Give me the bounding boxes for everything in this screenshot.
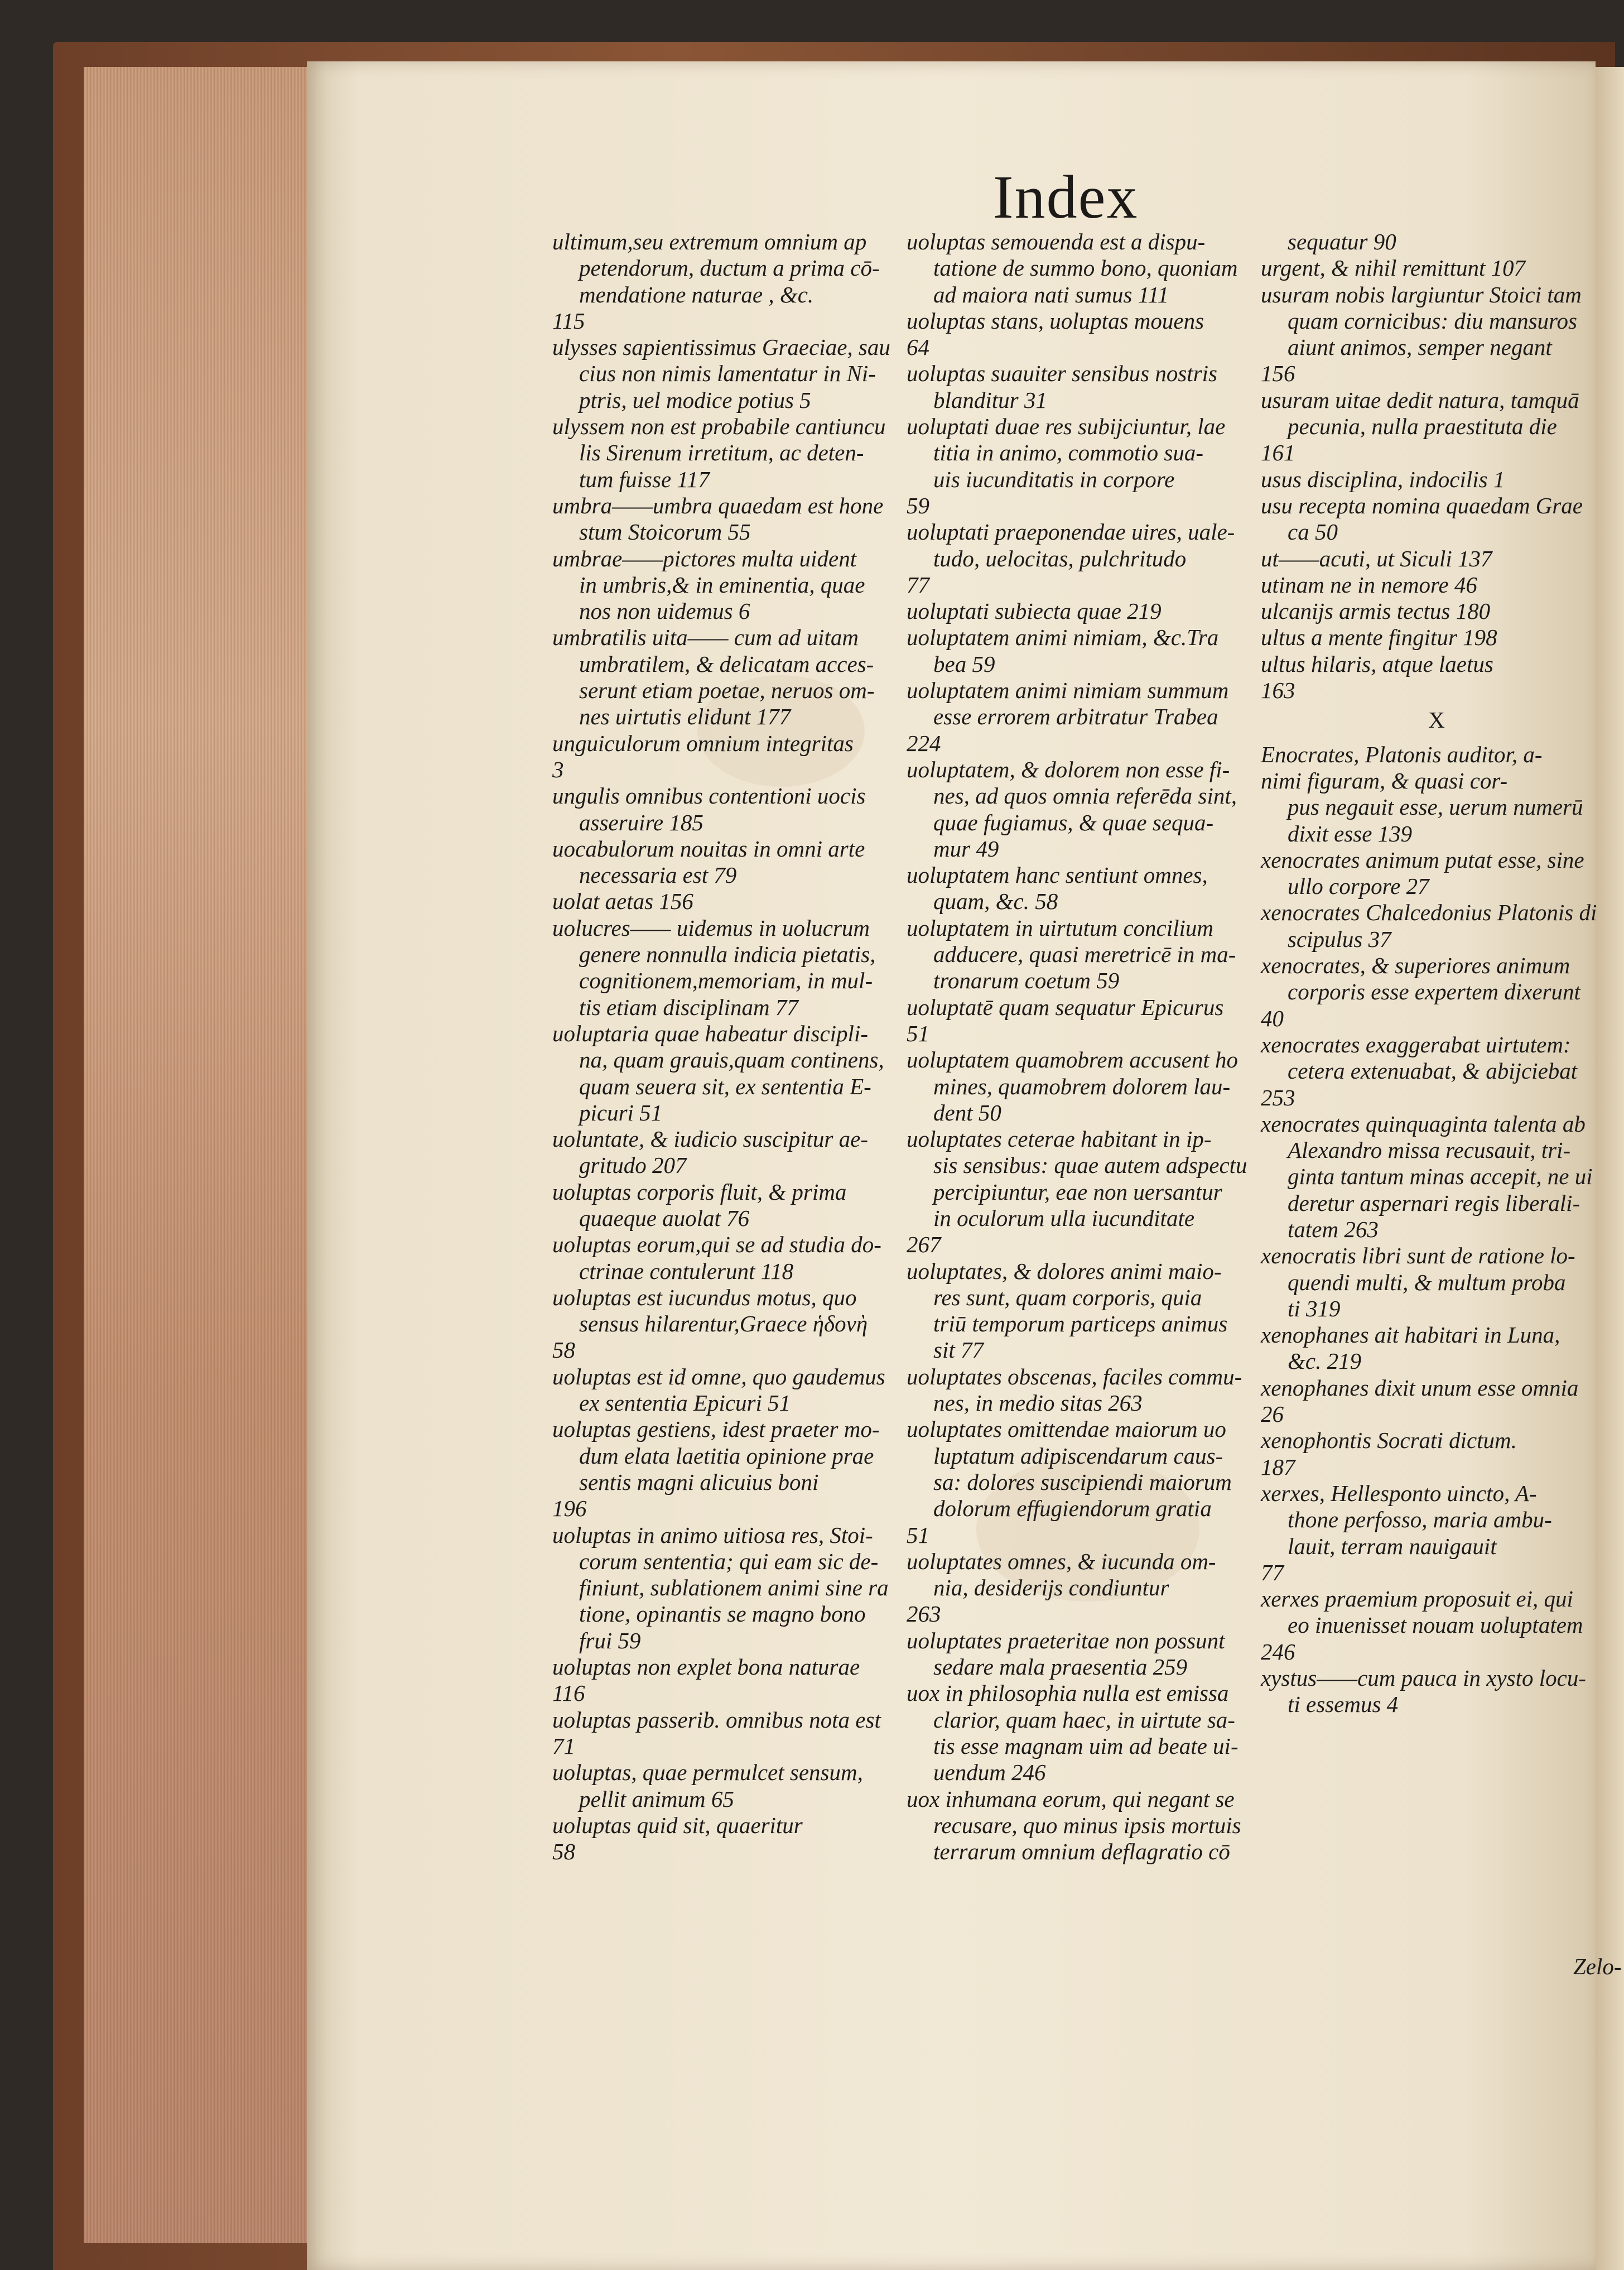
index-entry-line: tatem 263 xyxy=(1288,1216,1379,1242)
index-entry-line: quaeque auolat 76 xyxy=(579,1205,750,1231)
index-entry-line: uoluptas corporis fluit, & prima xyxy=(552,1179,847,1205)
index-entry-line: 51 xyxy=(907,1020,929,1046)
index-entry-line: usu recepta nomina quaedam Grae xyxy=(1261,492,1583,518)
index-entry-line: 58 xyxy=(552,1839,575,1865)
index-entry-line: dum elata laetitia opinione prae xyxy=(579,1442,874,1469)
index-entry-line: uoluntate, & iudicio suscipitur ae- xyxy=(552,1126,868,1152)
index-entry-line: dolorum effugiendorum gratia xyxy=(933,1495,1212,1522)
index-entry-line: xenocrates exaggerabat uirtutem: xyxy=(1261,1031,1571,1057)
index-entry-line: xenophontis Socrati dictum. xyxy=(1261,1427,1517,1454)
index-entry-line: usus disciplina, indocilis 1 xyxy=(1261,466,1505,492)
index-entry-line: 156 xyxy=(1261,360,1295,387)
index-entry-line: ullo corpore 27 xyxy=(1288,873,1429,900)
index-entry-line: gritudo 207 xyxy=(579,1152,687,1179)
index-entry-line: 163 xyxy=(1261,677,1295,704)
index-entry-line: uoluptaria quae habeatur discipli- xyxy=(552,1020,868,1046)
index-entry-line: umbratilis uita—— cum ad uitam xyxy=(552,624,859,651)
index-entry-line: sequatur 90 xyxy=(1288,229,1396,254)
index-entry-line: ulcanijs armis tectus 180 xyxy=(1261,598,1491,624)
index-entry-line: uoluptas est id omne, quo gaudemus xyxy=(552,1363,885,1389)
index-entry-line: xenophanes dixit unum esse omnia xyxy=(1261,1374,1579,1401)
index-entry-line: sentis magni alicuius boni xyxy=(579,1469,819,1495)
index-entry-line: corum sententia; qui eam sic de- xyxy=(579,1548,879,1574)
index-entry-line: ungulis omnibus contentioni uocis xyxy=(552,783,866,809)
index-entry-line: nes uirtutis elidunt 177 xyxy=(579,704,791,730)
index-entry-line: uoluptatem hanc sentiunt omnes, xyxy=(907,862,1208,888)
index-entry-line: ca 50 xyxy=(1288,519,1338,545)
index-entry-line: in oculorum ulla iucunditate xyxy=(933,1205,1195,1231)
index-entry-line: tudo, uelocitas, pulchritudo xyxy=(933,545,1187,571)
index-entry-line: lauit, terram nauigauit xyxy=(1288,1533,1497,1559)
index-entry-line: corporis esse expertem dixerunt xyxy=(1288,979,1580,1005)
index-entry-line: thone perfosso, maria ambu- xyxy=(1288,1507,1552,1533)
index-entry-line: adducere, quasi meretricē in ma- xyxy=(933,941,1236,968)
index-entry-line: finiunt, sublationem animi sine ra xyxy=(579,1575,889,1601)
index-entry-line: 77 xyxy=(1261,1559,1284,1585)
index-entry-line: quam seuera sit, ex sententia E- xyxy=(579,1073,871,1099)
index-entry-line: ti 319 xyxy=(1288,1295,1341,1321)
index-entry-line: ultimum,seu extremum omnium ap xyxy=(552,229,867,254)
index-entry-line: ut——acuti, ut Siculi 137 xyxy=(1261,545,1492,571)
index-entry-line: pellit animum 65 xyxy=(579,1786,734,1812)
index-entry-line: pus negauit esse, uerum numerū xyxy=(1288,794,1583,820)
index-entry-line: unguiculorum omnium integritas xyxy=(552,730,854,756)
index-entry-line: clarior, quam haec, in uirtute sa- xyxy=(933,1706,1235,1733)
index-entry-line: xenocratis libri sunt de ratione lo- xyxy=(1261,1243,1575,1269)
index-entry-line: cetera extenuabat, & abijciebat xyxy=(1288,1058,1578,1084)
index-entry-line: ulysses sapientissimus Graeciae, sau xyxy=(552,334,890,360)
index-entry-line: ctrinae contulerunt 118 xyxy=(579,1258,794,1284)
index-entry-line: 3 xyxy=(552,756,564,782)
index-entry-line: umbratilem, & delicatam acces- xyxy=(579,651,874,677)
index-entry-line: uoluptatem, & dolorem non esse fi- xyxy=(907,756,1230,782)
index-entry-line: 58 xyxy=(552,1337,575,1363)
index-entry-line: stum Stoicorum 55 xyxy=(579,519,751,545)
index-entry-line: uoluptati duae res subijciuntur, lae xyxy=(907,413,1226,440)
index-entry-line: sit 77 xyxy=(933,1337,984,1363)
index-entry-line: xenocrates animum putat esse, sine xyxy=(1261,847,1584,873)
index-entry-line: 71 xyxy=(552,1733,575,1759)
index-entry-line: xenophanes ait habitari in Luna, xyxy=(1261,1322,1560,1348)
index-entry-line: xystus——cum pauca in xysto locu- xyxy=(1261,1665,1586,1691)
index-entry-line: ginta tantum minas accepit, ne ui xyxy=(1288,1163,1593,1190)
index-entry-line: xenocrates Chalcedonius Platonis di xyxy=(1261,900,1597,926)
index-entry-line: uoluptas semouenda est a dispu- xyxy=(907,229,1206,254)
index-entry-line: asseruire 185 xyxy=(579,809,703,835)
index-entry-line: sa: dolores suscipiendi maiorum xyxy=(933,1469,1232,1495)
index-entry-line: luptatum adipiscendarum caus- xyxy=(933,1442,1223,1469)
index-entry-line: tatione de summo bono, quoniam xyxy=(933,255,1238,281)
index-entry-line: tum fuisse 117 xyxy=(579,466,710,492)
index-entry-line: xenocrates, & superiores animum xyxy=(1261,953,1570,979)
index-entry-line: &c. 219 xyxy=(1288,1348,1362,1374)
index-entry-line: tis etiam disciplinam 77 xyxy=(579,994,798,1020)
index-entry-line: uoluptas stans, uoluptas mouens xyxy=(907,307,1204,334)
index-entry-line: uoluptatē quam sequatur Epicurus xyxy=(907,994,1224,1020)
index-entry-line: uox in philosophia nulla est emissa xyxy=(907,1680,1229,1706)
index-entry-line: utinam ne in nemore 46 xyxy=(1261,571,1477,598)
index-entry-line: nes, in medio sitas 263 xyxy=(933,1390,1143,1416)
index-entry-line: uoluptas eorum,qui se ad studia do- xyxy=(552,1232,881,1258)
index-entry-line: blanditur 31 xyxy=(933,387,1047,413)
index-entry-line: tronarum coetum 59 xyxy=(933,968,1120,994)
index-entry-line: quae fugiamus, & quae sequa- xyxy=(933,809,1214,835)
index-entry-line: frui 59 xyxy=(579,1627,641,1653)
index-entry-line: picuri 51 xyxy=(579,1099,663,1126)
index-entry-line: cius non nimis lamentatur in Ni- xyxy=(579,360,876,387)
index-entry-line: quendi multi, & multum proba xyxy=(1288,1269,1566,1295)
index-entry-line: 40 xyxy=(1261,1005,1284,1031)
page-fore-edge xyxy=(84,67,310,2243)
index-entry-line: xerxes praemium proposuit ei, qui xyxy=(1261,1586,1573,1612)
index-entry-line: uoluptas in animo uitiosa res, Stoi- xyxy=(552,1522,873,1548)
index-entry-line: ultus hilaris, atque laetus xyxy=(1261,651,1493,677)
index-entry-line: uoluptates omittendae maiorum uo xyxy=(907,1416,1226,1442)
index-column-3 xyxy=(1261,229,1612,1718)
index-entry-line: scipulus 37 xyxy=(1288,926,1391,952)
index-entry-line: lis Sirenum irretitum, ac deten- xyxy=(579,440,864,466)
index-entry-line: uocabulorum nouitas in omni arte xyxy=(552,835,865,862)
index-entry-line: 224 xyxy=(907,730,941,756)
index-entry-line: nia, desiderijs condiuntur xyxy=(933,1575,1169,1601)
index-entry-line: ulyssem non est probabile cantiuncu xyxy=(552,413,886,440)
index-entry-line: 26 xyxy=(1261,1401,1284,1427)
index-entry-line: quam, &c. 58 xyxy=(933,888,1058,915)
index-entry-line: uoluptas non explet bona naturae xyxy=(552,1654,860,1680)
index-entry-line: sensus hilarentur,Graece ἡδονὴ xyxy=(579,1311,868,1337)
index-entry-line: uoluptates ceterae habitant in ip- xyxy=(907,1126,1212,1152)
index-entry-line: 246 xyxy=(1261,1638,1295,1665)
index-entry-line: terrarum omnium deflagratio cō xyxy=(933,1839,1230,1865)
index-column-3-part-v xyxy=(1261,229,1612,704)
index-entry-line: aiunt animos, semper negant xyxy=(1288,334,1552,360)
index-entry-line: tione, opinantis se magno bono xyxy=(579,1601,866,1627)
index-entry-line: ptris, uel modice potius 5 xyxy=(579,387,811,413)
index-entry-line: triū temporum particeps animus xyxy=(933,1311,1228,1337)
index-entry-line: tis esse magnam uim ad beate ui- xyxy=(933,1733,1239,1759)
index-entry-line: uoluptas, quae permulcet sensum, xyxy=(552,1759,863,1786)
index-entry-line: ex sententia Epicuri 51 xyxy=(579,1390,791,1416)
index-entry-line: uoluptatem quamobrem accusent ho xyxy=(907,1047,1239,1073)
index-entry-line: eo inuenisset nouam uoluptatem xyxy=(1288,1612,1583,1638)
index-entry-line: titia in animo, commotio sua- xyxy=(933,440,1204,466)
index-entry-line: uolat aetas 156 xyxy=(552,888,693,915)
index-entry-line: in umbris,& in eminentia, quae xyxy=(579,571,865,598)
index-entry-line: necessaria est 79 xyxy=(579,862,737,888)
index-entry-line: cognitionem,memoriam, in mul- xyxy=(579,968,873,994)
index-entry-line: umbra——umbra quaedam est hone xyxy=(552,492,884,518)
index-entry-line: percipiuntur, eae non uersantur xyxy=(933,1179,1222,1205)
index-entry-line: uoluptatem animi nimiam summum xyxy=(907,677,1229,704)
index-column-2 xyxy=(907,229,1275,1865)
index-entry-line: nos non uidemus 6 xyxy=(579,598,750,624)
index-entry-line: nimi figuram, & quasi cor- xyxy=(1261,767,1508,793)
index-entry-line: res sunt, quam corporis, quia xyxy=(933,1284,1202,1310)
index-entry-line: umbrae——pictores multa uident xyxy=(552,545,857,571)
page-title: Index xyxy=(993,163,1139,231)
index-entry-line: uoluptates, & dolores animi maio- xyxy=(907,1258,1222,1284)
index-entry-line: ti essemus 4 xyxy=(1288,1691,1399,1718)
index-entry-line: sedare mala praesentia 259 xyxy=(933,1654,1188,1680)
index-entry-line: 77 xyxy=(907,571,929,598)
index-entry-line: nes, ad quos omnia referēda sint, xyxy=(933,783,1237,809)
index-entry-line: 253 xyxy=(1261,1084,1295,1110)
index-entry-line: pecunia, nulla praestituta die xyxy=(1288,413,1557,440)
index-entry-line: uoluptates obscenas, faciles commu- xyxy=(907,1363,1242,1389)
index-entry-line: mines, quamobrem dolorem lau- xyxy=(933,1073,1231,1099)
index-entry-line: serunt etiam poetae, neruos om- xyxy=(579,677,875,704)
index-entry-line: uolucres—— uidemus in uolucrum xyxy=(552,915,870,941)
index-entry-line: mendatione naturae , &c. xyxy=(579,281,814,307)
index-entry-line: bea 59 xyxy=(933,651,995,677)
index-entry-line: 187 xyxy=(1261,1454,1295,1480)
index-entry-line: uoluptatem in uirtutum concilium xyxy=(907,915,1214,941)
index-entry-line: esse errorem arbitratur Trabea xyxy=(933,704,1218,730)
index-entry-line: uoluptati praeponendae uires, uale- xyxy=(907,519,1235,545)
index-entry-line: 116 xyxy=(552,1680,585,1706)
index-entry-line: 64 xyxy=(907,334,929,360)
index-entry-line: 263 xyxy=(907,1601,941,1627)
index-entry-line: urgent, & nihil remittunt 107 xyxy=(1261,255,1526,281)
index-column-3-part-x xyxy=(1261,742,1612,1718)
index-entry-line: uoluptas est iucundus motus, quo xyxy=(552,1284,857,1310)
index-entry-line: sis sensibus: quae autem adspectu xyxy=(933,1152,1247,1179)
index-entry-line: uox inhumana eorum, qui negant se xyxy=(907,1786,1235,1812)
index-entry-line: uoluptas suauiter sensibus nostris xyxy=(907,360,1217,387)
section-letter-x: X xyxy=(1428,707,1445,733)
index-entry-line: Alexandro missa recusauit, tri- xyxy=(1288,1137,1571,1163)
index-entry-line: ultus a mente fingitur 198 xyxy=(1261,624,1497,651)
index-entry-line: deretur aspernari regis liberali- xyxy=(1288,1190,1580,1216)
index-entry-line: usuram nobis largiuntur Stoici tam xyxy=(1261,281,1582,307)
index-entry-line: 267 xyxy=(907,1232,941,1258)
index-entry-line: uoluptas gestiens, idest praeter mo- xyxy=(552,1416,880,1442)
index-entry-line: usuram uitae dedit natura, tamquā xyxy=(1261,387,1579,413)
index-entry-line: dent 50 xyxy=(933,1099,1001,1126)
index-entry-line: ad maiora nati sumus 111 xyxy=(933,281,1169,307)
index-entry-line: dixit esse 139 xyxy=(1288,820,1413,847)
index-entry-line: Enocrates, Platonis auditor, a- xyxy=(1261,741,1543,767)
index-entry-line: xenocrates quinquaginta talenta ab xyxy=(1261,1110,1586,1137)
index-entry-line: xerxes, Hellesponto uincto, A- xyxy=(1261,1480,1537,1506)
index-entry-line: uendum 246 xyxy=(933,1759,1046,1786)
index-entry-line: recusare, quo minus ipsis mortuis xyxy=(933,1812,1241,1838)
index-entry-line: uoluptates omnes, & iucunda om- xyxy=(907,1548,1216,1574)
index-entry-line: uoluptates praeteritae non possunt xyxy=(907,1627,1225,1653)
index-entry-line: 59 xyxy=(907,492,929,518)
index-entry-line: na, quam grauis,quam continens, xyxy=(579,1047,884,1073)
index-entry-line: mur 49 xyxy=(933,835,999,862)
index-entry-line: genere nonnulla indicia pietatis, xyxy=(579,941,876,968)
index-entry-line: 196 xyxy=(552,1495,587,1522)
index-entry-line: quam cornicibus: diu mansuros xyxy=(1288,307,1577,334)
index-entry-line: uis iucunditatis in corpore xyxy=(933,466,1175,492)
index-entry-line: uoluptati subiecta quae 219 xyxy=(907,598,1162,624)
index-column-1 xyxy=(552,229,921,1865)
index-entry-line: uoluptatem animi nimiam, &c.Tra xyxy=(907,624,1219,651)
index-entry-line: petendorum, ductum a prima cō- xyxy=(579,255,880,281)
index-entry-line: 115 xyxy=(552,307,585,334)
index-entry-line: uoluptas passerib. omnibus nota est xyxy=(552,1706,881,1733)
index-entry-line: 51 xyxy=(907,1522,929,1548)
index-entry-line: 161 xyxy=(1261,440,1295,466)
catchword: Zelo- xyxy=(1573,1954,1622,1979)
index-entry-line: uoluptas quid sit, quaeritur xyxy=(552,1812,803,1838)
